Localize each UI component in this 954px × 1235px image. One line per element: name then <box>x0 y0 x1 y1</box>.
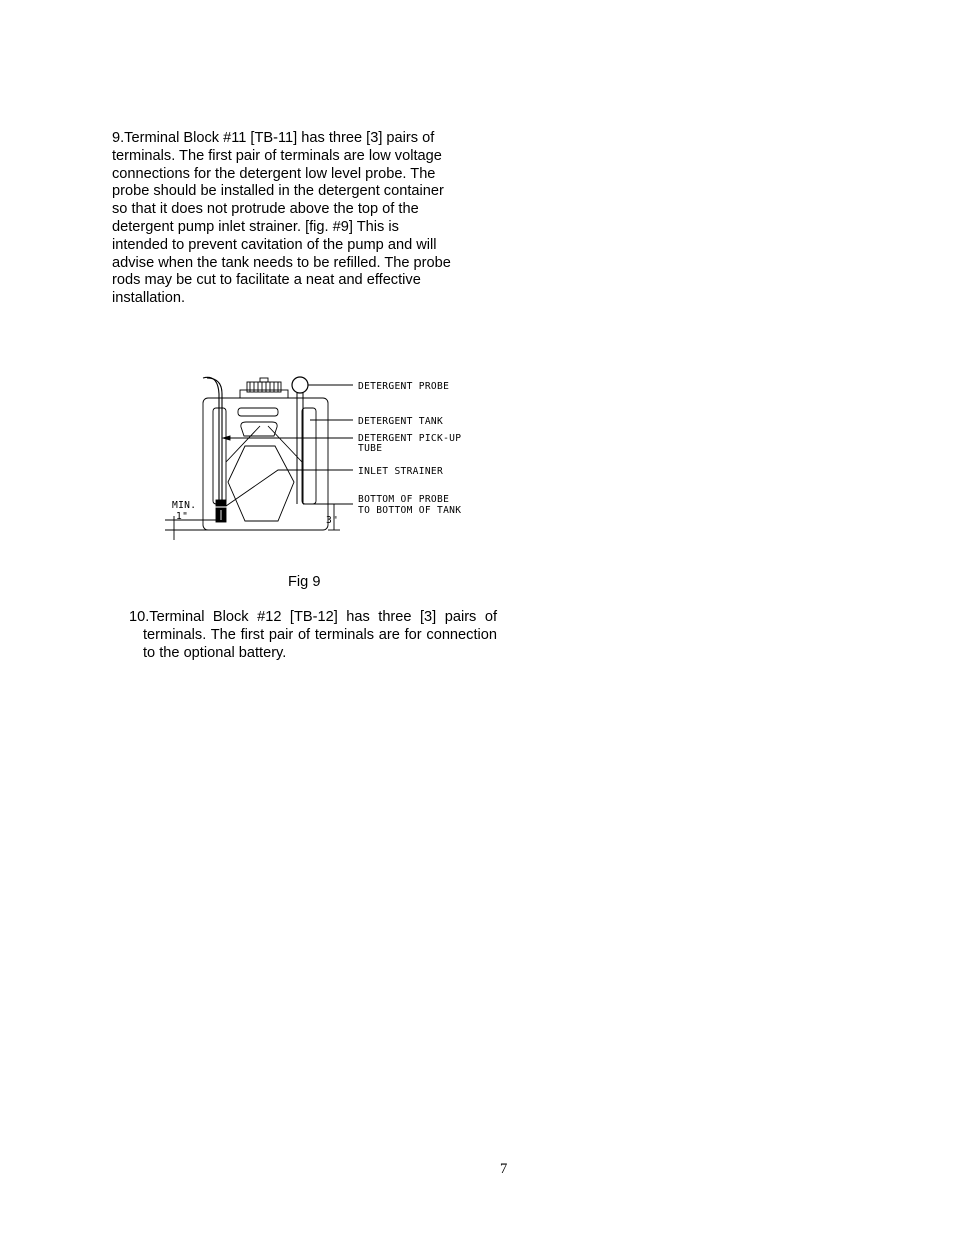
tank-cap <box>247 382 281 392</box>
paragraph-line: detergent pump inlet strainer. [fig. #9] This is <box>112 218 399 235</box>
paragraph-terminal-block-11 <box>112 130 492 308</box>
inlet-strainer-cap <box>216 500 226 506</box>
paragraph-terminal-block-12: 10.Terminal Block #12 [TB-12] has three [3] pairs of terminals. The first pair of terminals are for connection to the optional battery. <box>129 609 497 661</box>
paragraph-line: intended to prevent cavitation of the pump and will <box>112 236 437 253</box>
label-three-inch: 3" <box>326 515 339 526</box>
label-pickup-tube-2: TUBE <box>358 443 383 454</box>
detergent-probe-head <box>292 377 308 393</box>
label-one-inch: 1" <box>176 511 189 522</box>
paragraph-line: terminals. The first pair of terminals are low voltage <box>112 147 442 164</box>
label-detergent-tank: DETERGENT TANK <box>358 416 444 427</box>
label-bottom-probe-2: TO BOTTOM OF TANK <box>358 505 462 516</box>
figure-caption: Fig 9 <box>288 574 321 590</box>
label-min: MIN. <box>172 500 197 511</box>
detergent-tank-diagram <box>160 370 490 540</box>
label-pickup-tube: DETERGENT PICK-UP <box>358 433 462 444</box>
tank-inner-right-wall <box>302 408 316 504</box>
tank-contour-line <box>226 426 260 462</box>
leader-inlet-strainer <box>226 470 353 506</box>
label-bottom-probe: BOTTOM OF PROBE <box>358 494 450 505</box>
tank-cap-ridges <box>250 382 278 392</box>
paragraph-line: connections for the detergent low level probe. The <box>112 165 436 182</box>
tank-bottom-recess <box>228 446 294 521</box>
paragraph-line: installation. <box>112 290 186 307</box>
paragraph-line: probe should be installed in the detergent container <box>112 183 444 200</box>
paragraph-line: advise when the tank needs to be refilled. The probe <box>112 254 451 271</box>
tank-handle-opening <box>241 422 277 436</box>
page-number: 7 <box>500 1161 508 1177</box>
pickup-tube <box>203 377 219 500</box>
tank-top-slot <box>238 408 278 416</box>
arrowhead <box>223 436 230 440</box>
paragraph-line: 9.Terminal Block #11 [TB-11] has three [3] pairs of <box>112 130 435 146</box>
paragraph-line: so that it does not protrude above the top of the <box>112 201 419 218</box>
pickup-tube <box>207 378 222 500</box>
label-detergent-probe: DETERGENT PROBE <box>358 381 450 392</box>
label-inlet-strainer: INLET STRAINER <box>358 466 444 477</box>
paragraph-line: rods may be cut to facilitate a neat and effective <box>112 272 421 289</box>
tank-cap-top <box>260 378 268 382</box>
